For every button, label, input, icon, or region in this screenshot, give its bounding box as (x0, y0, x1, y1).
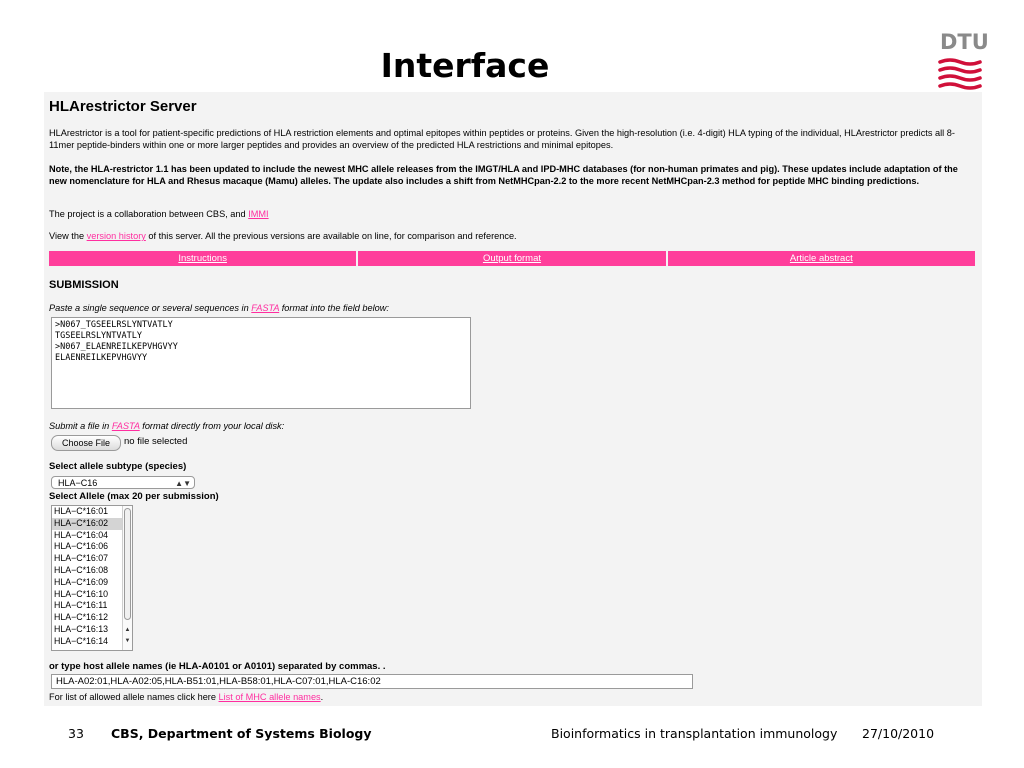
allele-scrollbar[interactable] (122, 506, 132, 650)
nav-article-abstract-link[interactable]: Article abstract (789, 253, 853, 264)
nav-output-format-link[interactable]: Output format (358, 251, 667, 266)
allele-option[interactable]: HLA−C*16:08 (54, 564, 109, 575)
type-alleles-label: or type host allele names (ie HLA-A0101 or A0101) separated by commas. . (49, 661, 386, 672)
species-subtype-select[interactable] (51, 476, 195, 489)
slide-title: Interface (380, 46, 550, 85)
nav-bar (49, 251, 975, 266)
mhc-allele-list-link[interactable]: List of MHC allele names (218, 692, 321, 702)
sequence-textarea[interactable] (51, 317, 471, 409)
allele-option[interactable]: HLA−C*16:06 (54, 541, 109, 552)
dtu-logo (936, 30, 989, 94)
nav-instructions-link[interactable]: Instructions (49, 251, 358, 266)
fasta-link[interactable]: FASTA (251, 303, 280, 313)
version-history-line: View the version history of this server. All the previous versions are available on line, for comparison and reference. (49, 231, 517, 241)
file-instructions: Submit a file in FASTA format directly from your local disk: (49, 421, 285, 431)
host-allele-input[interactable] (51, 674, 693, 689)
allele-option[interactable]: HLA−C*16:13 (54, 623, 109, 634)
dtu-logo-text: DTU (940, 30, 989, 54)
submission-heading: SUBMISSION (49, 279, 119, 291)
server-title: HLArestrictor Server (49, 98, 197, 115)
fasta-file-link[interactable]: FASTA (111, 421, 140, 431)
allele-list-line: For list of allowed allele names click here List of MHC allele names. (49, 692, 324, 702)
subtype-label: Select allele subtype (species) (49, 461, 187, 472)
footer-talk-title: Bioinformatics in transplantation immunology (551, 726, 838, 741)
species-subtype-value: HLA−C16 (58, 478, 98, 488)
allele-option[interactable]: HLA−C*16:12 (54, 612, 109, 623)
allele-option[interactable]: HLA−C*16:01 (54, 506, 109, 516)
dtu-wave-mark (938, 58, 982, 90)
collaboration-line: The project is a collaboration between CBS, and IMMI (49, 209, 269, 219)
server-screenshot (44, 92, 982, 706)
immi-link[interactable]: IMMI (248, 209, 269, 219)
choose-file-button[interactable]: Choose File (51, 435, 121, 451)
allele-option-selected[interactable]: HLA−C*16:02 (52, 518, 132, 530)
select-updown-icon: ▲▼ (175, 479, 191, 488)
update-note: Note, the HLA-restrictor 1.1 has been updated to include the newest MHC allele releases from the IMGT/HLA and IPD-MHC databases (for non-human primates and pig). These updates include adaptation of the new nomenclature for HLA and Rhesus macaque (Mamu) alleles. The update also includes a shift from NetMHCpan-2.2 to the more recent NetMHCpan-2.3 method for peptide MHC binding predictions. (49, 164, 958, 186)
allele-option[interactable]: HLA−C*16:07 (54, 553, 109, 564)
intro-text: HLArestrictor is a tool for patient-specific predictions of HLA restriction elements and optimal epitopes within peptides or proteins. Given the high-resolution (i.e. 4-digit) HLA typing of the individual, HLArestrictor predicts all 8-11mer peptide-binders within one or more larger peptides and provides an overview of the predicted HLA restrictions and minimal epitopes. (49, 128, 955, 150)
allele-label: Select Allele (max 20 per submission) (49, 491, 219, 502)
allele-option[interactable]: HLA−C*16:09 (54, 576, 109, 587)
allele-option[interactable]: HLA−C*16:10 (54, 588, 109, 599)
scroll-down-icon[interactable]: ▼ (124, 638, 131, 644)
footer-page-number: 33 (68, 726, 84, 741)
scrollbar-thumb[interactable] (124, 508, 131, 620)
allele-option[interactable]: HLA−C*16:11 (54, 600, 108, 611)
no-file-status: no file selected (124, 436, 188, 447)
allele-listbox[interactable] (51, 505, 133, 651)
allele-option[interactable]: HLA−C*16:14 (54, 635, 109, 646)
version-history-link[interactable]: version history (86, 231, 146, 241)
scroll-up-icon[interactable]: ▲ (124, 627, 131, 633)
footer-department: CBS, Department of Systems Biology (111, 726, 372, 741)
allele-option[interactable]: HLA−C*16:04 (54, 529, 109, 540)
footer-date: 27/10/2010 (862, 726, 935, 741)
paste-instructions: Paste a single sequence or several sequences in FASTA format into the field below: (49, 303, 389, 313)
